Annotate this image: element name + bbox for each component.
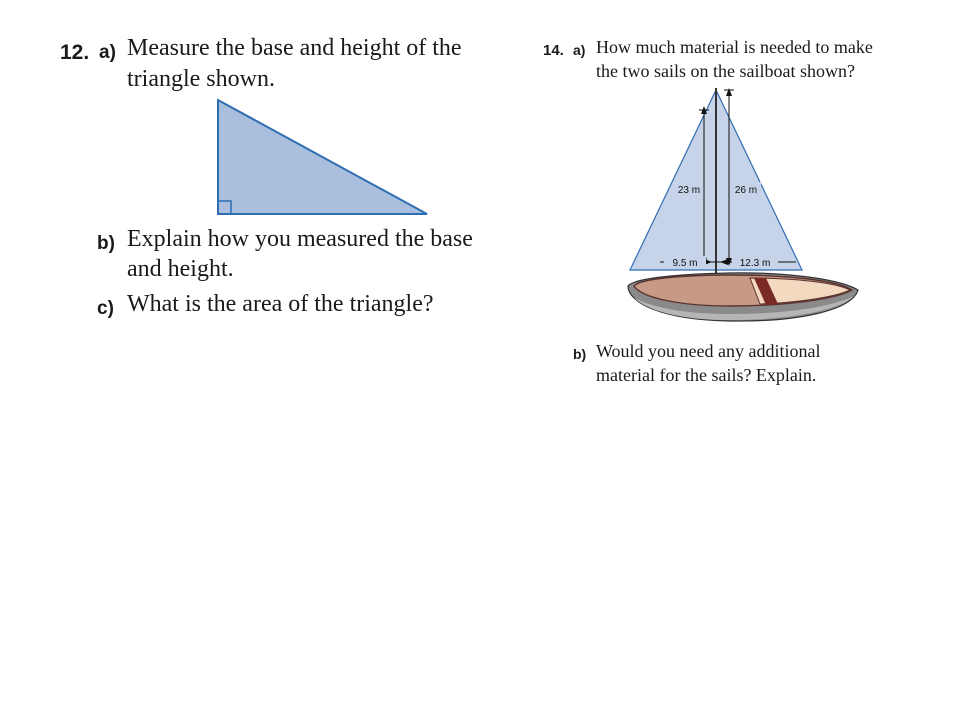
problem-14-part-b-text-line2: material for the sails? Explain. [596, 365, 817, 385]
problem-12-part-a-text-line1: Measure the base and height of the [127, 35, 462, 61]
right-triangle-figure [210, 95, 435, 220]
problem-12-part-a-text-line2: triangle shown. [127, 66, 275, 92]
problem-12-part-b-text-line1: Explain how you measured the base [127, 226, 473, 252]
right-sail-height-label: 26 m [734, 185, 758, 196]
problem-14-part-b-text-line1: Would you need any additional [596, 341, 821, 361]
sailboat-figure [620, 84, 870, 330]
problem-14-part-a-text-line2: the two sails on the sailboat shown? [596, 61, 855, 81]
problem-14-number: 14. [543, 42, 564, 59]
problem-14-part-a-label: a) [573, 42, 586, 58]
right-triangle [218, 100, 427, 214]
problem-12-part-b-label: b) [97, 233, 115, 254]
problem-14-part-b-label: b) [573, 346, 587, 362]
problem-12-part-a-label: a) [99, 42, 116, 63]
problem-12-part-b-text-line2: and height. [127, 256, 234, 282]
left-sail-base-label: 9.5 m [672, 258, 698, 269]
right-sail-base-label: 12.3 m [739, 258, 771, 269]
left-sail [630, 90, 716, 270]
right-height-arrow-top [726, 88, 732, 96]
problem-12-part-c-label: c) [97, 298, 114, 319]
left-sail-height-label: 23 m [677, 185, 701, 196]
problem-12-part-c-text-line1: What is the area of the triangle? [127, 291, 434, 317]
problem-12-number: 12. [60, 41, 90, 64]
problem-14-part-a-text-line1: How much material is needed to make [596, 37, 873, 57]
